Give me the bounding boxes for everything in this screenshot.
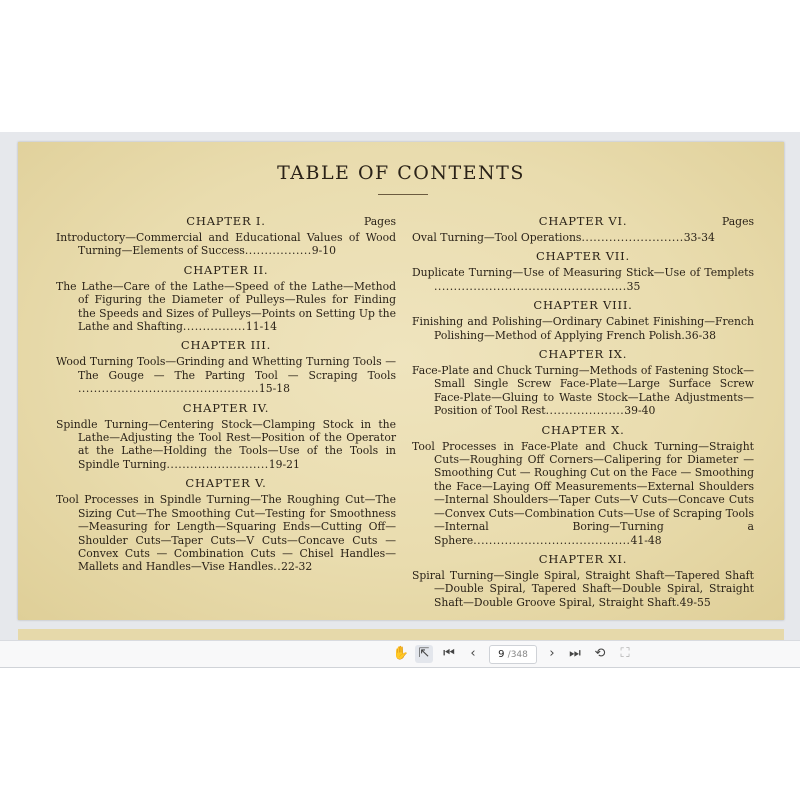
entry-text: Face-Plate and Chuck Turning—Methods of Fastening Stock—Small Single Screw Face-Plate—Large Surface Screw Face-Plate—Gluing to Waste Stock—Lathe Adjustments—Position of Tool Rest [412,364,754,418]
chapter-heading [412,346,754,364]
toc-entry [56,418,396,472]
chapter-heading [412,422,754,440]
entry-text: Spiral Turning—Single Spiral, Straight Shaft—Tapered Shaft—Double Spiral, Tapered Shaft—Double Spiral, Straight Shaft—Double Groove Spiral, Straight Shaft. [412,568,754,609]
toc-entry [56,231,396,258]
page-number-input[interactable] [489,645,537,664]
fit-icon[interactable]: ⛶ [620,646,630,661]
chapter-heading [412,297,754,315]
first-page-icon[interactable]: ⏮ [443,646,455,661]
entry-text: Tool Processes in Spindle Turning—The Roughing Cut—The Sizing Cut—The Smoothing Cut—Testing for Smoothness—Measuring for Length—Squaring Ends—Cutting Off—Shoulder Cuts—Taper Cuts—V Cuts—Concave Cuts — Convex Cuts — Combination Cuts — Chisel Handles—Mallets and Handles—Vise Handles [56,493,396,574]
entry-pages: 39-40 [624,404,656,418]
entry-pages: 11-14 [245,320,277,334]
entry-pages: 33-34 [683,231,715,244]
entry-text: Wood Turning Tools—Grinding and Whetting Turning Tools — The Gouge — The Parting Tool — Scraping Tools [56,355,396,382]
chapter-title: CHAPTER VI. [538,214,628,228]
leader-dots: .......................... [166,457,269,471]
entry-text: Introductory—Commercial and Educational Values of Wood Turning—Elements of Success [56,231,396,258]
leader-dots: ........................................ [473,533,631,547]
next-page-edge [18,629,784,640]
current-page: 9 [498,649,505,660]
toc-entry [412,569,754,609]
chapter-title: CHAPTER IV. [182,400,270,415]
entry-text: Oval Turning—Tool Operations [412,231,582,244]
entry-pages: 22-32 [281,560,313,574]
toc-right-column [412,209,754,613]
chapter-title: CHAPTER VIII. [533,298,633,313]
hand-icon[interactable]: ✋ [392,646,410,661]
entry-pages: 9-10 [311,244,336,258]
select-icon[interactable]: ⇱ [415,645,433,663]
entry-pages: 36-38 [684,328,717,342]
last-page-icon[interactable]: ⏭ [569,646,581,661]
leader-dots: .................... [545,404,625,418]
chapter-title: CHAPTER III. [180,338,272,353]
toc-entry [412,231,754,244]
toc-entry [412,266,754,293]
document-page [18,142,784,620]
entry-text: The Lathe—Care of the Lathe—Speed of the Lathe—Method of Figuring the Diameter of Pulleys—Rules for Finding the Speeds and Sizes of Pulleys—Points on Setting Up the Lathe and Shafting [56,279,396,334]
entry-pages: 35 [626,279,641,293]
toc-entry [412,315,754,342]
chapter-title: CHAPTER II. [183,262,269,277]
entry-text: Tool Processes in Face-Plate and Chuck Turning—Straight Cuts—Roughing Off Corners—Calipering for Diameter — Smoothing Cut — Roughing Cut on the Face — Smoothing the Face—Laying Off Measurements—External Shoulders—Internal Shoulders—Taper Cuts—V Cuts—Concave Cuts—Convex Cuts—Combination Cuts—Use of Scraping Tools—Internal Boring—Turning a Sphere [412,439,754,547]
chapter-heading [56,213,396,231]
chapter-heading [412,551,754,569]
viewer-toolbar [0,640,800,668]
total-pages: /348 [507,650,528,660]
toc-entry [56,355,396,395]
entry-text: Finishing and Polishing—Ordinary Cabinet Finishing—French Polishing—Method of Applying French Polish. [412,315,754,342]
rotate-icon[interactable]: ⟲ [594,646,606,661]
leader-dots: .......................... [581,231,684,244]
chapter-heading [56,262,396,280]
toc-entry [412,364,754,418]
pages-label: Pages [721,215,754,228]
next-page-icon[interactable]: › [549,646,555,661]
page-title: TABLE OF CONTENTS [277,162,525,184]
leader-dots: ................ [182,320,246,334]
leader-dots: ................................................. [434,279,627,293]
chapter-title: CHAPTER IX. [538,347,628,362]
prev-page-icon[interactable]: ‹ [470,646,476,661]
pages-label: Pages [363,215,396,228]
chapter-heading [56,475,396,493]
toc-entry [56,493,396,573]
chapter-heading [56,337,396,355]
chapter-heading [412,248,754,266]
entry-pages: 49-55 [679,595,711,609]
chapter-title: CHAPTER I. [186,214,266,228]
toc-entry [56,280,396,334]
toc-left-column [56,209,396,578]
entry-pages: 15-18 [258,382,291,396]
chapter-heading [56,400,396,418]
leader-dots: .. [273,560,282,574]
chapter-title: CHAPTER XI. [538,551,628,566]
chapter-heading [412,213,754,231]
entry-pages: 41-48 [630,533,662,547]
toc-entry [412,440,754,547]
leader-dots: ................. [244,244,312,258]
title-rule [378,194,428,195]
entry-text: Spindle Turning—Centering Stock—Clamping Stock in the Lathe—Adjusting the Tool Rest—Position of the Operator at the Lathe—Holding the Tools—Use of the Tools in Spindle Turning [56,417,396,471]
leader-dots: .............................................. [78,382,259,396]
chapter-title: CHAPTER X. [541,422,625,437]
chapter-title: CHAPTER VII. [536,249,630,264]
entry-text: Duplicate Turning—Use of Measuring Stick—Use of Templets [412,266,754,280]
chapter-title: CHAPTER V. [185,476,267,491]
entry-pages: 19-21 [268,457,300,471]
